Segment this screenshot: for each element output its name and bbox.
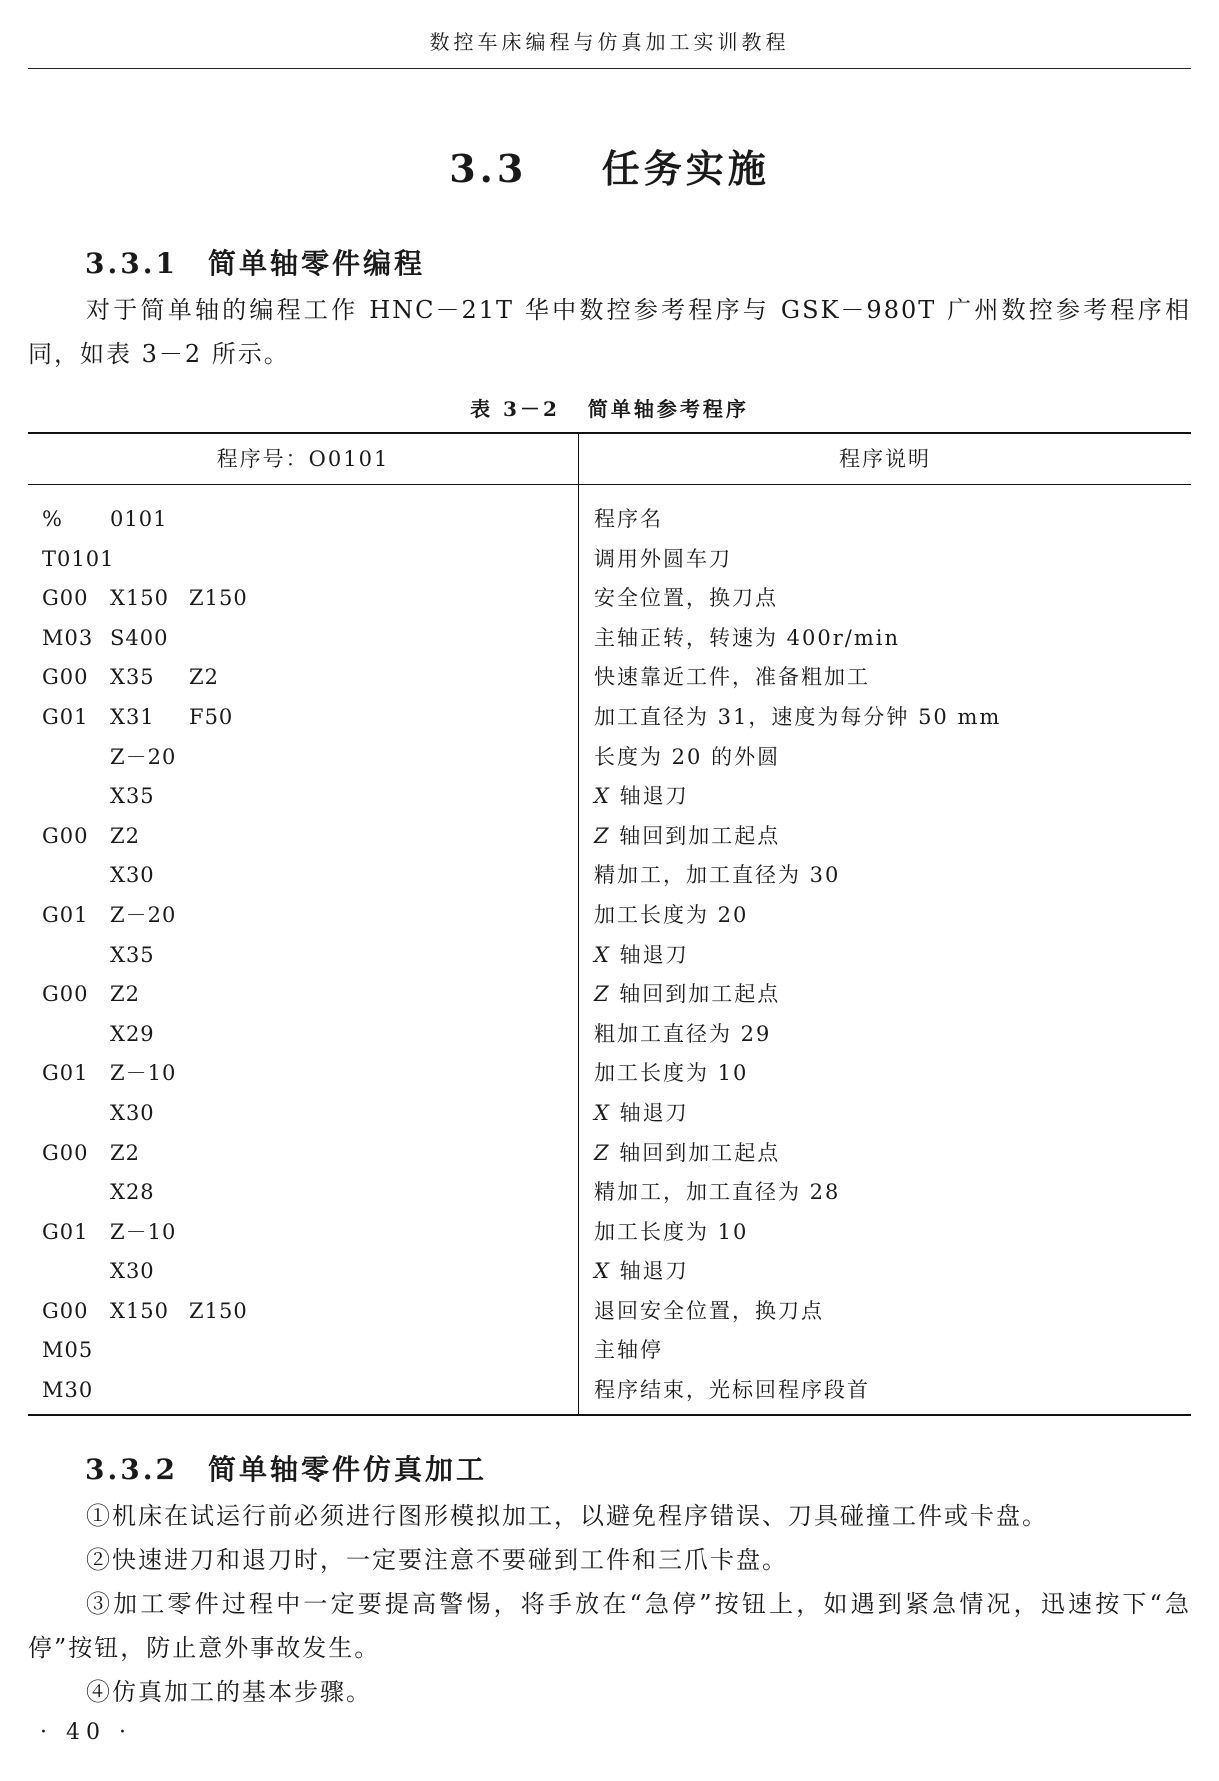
description-text: 轴退刀 [610, 942, 689, 967]
code-col-1: G00 [42, 665, 89, 690]
row-description [594, 1134, 780, 1174]
description-text: 轴退刀 [610, 1259, 689, 1284]
description-text: 加工直径为 31，速度为每分钟 50 mm [594, 704, 1002, 729]
code-col-1: G01 [42, 1061, 89, 1086]
row-description [594, 1094, 689, 1134]
table-row [28, 975, 1191, 1015]
row-description [594, 1292, 824, 1332]
code-col-1: G01 [42, 902, 89, 927]
code-col-1: G00 [42, 823, 89, 848]
code-col-2: Z－10 [110, 1061, 177, 1086]
row-description [594, 936, 689, 976]
description-text: 加工长度为 10 [594, 1061, 749, 1086]
subsection-heading-2 [85, 1448, 487, 1488]
description-text: 加工长度为 10 [594, 1219, 749, 1244]
code-col-2: Z2 [110, 982, 140, 1007]
row-description [594, 1252, 689, 1292]
description-text: 轴退刀 [610, 784, 689, 809]
code-col-2: X35 [110, 942, 155, 967]
page-number: · 40 · [40, 1720, 132, 1745]
row-description [594, 1213, 748, 1253]
description-text: 程序名 [594, 507, 663, 531]
code-col-1: G00 [42, 1140, 89, 1165]
step-2: ②快速进刀和退刀时，一定要注意不要碰到工件和三爪卡盘。 [86, 1546, 788, 1574]
description-text: 精加工，加工直径为 28 [594, 1180, 841, 1205]
row-description [594, 1331, 663, 1371]
description-text: 安全位置，换刀点 [594, 586, 778, 611]
table-row [28, 1094, 1191, 1134]
subsection-title: 简单轴零件编程 [207, 247, 425, 280]
axis-letter: Z [594, 1140, 611, 1165]
code-col-3: F50 [189, 704, 234, 729]
subsection-number: 3.3.2 [85, 1453, 178, 1486]
table-row [28, 896, 1191, 936]
description-text: 主轴停 [594, 1338, 663, 1363]
row-description [594, 777, 689, 817]
table-caption-number: 表 3－2 [470, 397, 560, 421]
subsection-heading-1 [85, 242, 425, 282]
axis-letter: X [594, 1259, 611, 1284]
table-row [28, 619, 1191, 659]
description-text: 粗加工直径为 29 [594, 1021, 772, 1046]
description-text: 程序结束，光标回程序段首 [594, 1378, 870, 1403]
axis-letter: Z [594, 982, 611, 1007]
code-col-1: % [42, 507, 63, 531]
row-description [594, 738, 780, 778]
row-description [594, 619, 900, 659]
code-col-2: Z－20 [110, 902, 177, 927]
description-text: 精加工，加工直径为 30 [594, 863, 841, 888]
axis-letter: Z [594, 823, 611, 848]
running-header: 数控车床编程与仿真加工实训教程 [429, 30, 790, 54]
row-description [594, 1054, 748, 1094]
code-col-1: G00 [42, 982, 89, 1007]
table-row [28, 1252, 1191, 1292]
code-col-2: Z－10 [110, 1219, 177, 1244]
table-row [28, 1173, 1191, 1213]
row-description [594, 1173, 840, 1213]
row-description [594, 896, 748, 936]
code-col-1: M30 [42, 1378, 94, 1403]
code-col-2: 0101 [110, 507, 168, 531]
row-description [594, 698, 1001, 738]
description-text: 轴回到加工起点 [610, 823, 781, 848]
table-caption-title: 简单轴参考程序 [587, 397, 749, 421]
description-text: 主轴正转，转速为 400r/min [594, 625, 901, 650]
description-text: 轴回到加工起点 [610, 982, 781, 1007]
row-description [594, 658, 870, 698]
table-row [28, 540, 1191, 580]
row-description [594, 500, 663, 540]
axis-letter: X [594, 1100, 611, 1125]
table-row [28, 1292, 1191, 1332]
code-col-3: Z150 [189, 586, 248, 611]
code-col-2: X30 [110, 1100, 155, 1125]
row-description [594, 540, 732, 580]
step-1: ①机床在试运行前必须进行图形模拟加工，以避免程序错误、刀具碰撞工件或卡盘。 [86, 1502, 1048, 1530]
code-col-1: M03 [42, 625, 94, 650]
header-program-number: 程序号：O0101 [216, 447, 390, 471]
description-text: 快速靠近工件，准备粗加工 [594, 665, 870, 690]
table-rows [28, 500, 1191, 1411]
intro-paragraph: 对于简单轴的编程工作 HNC－21T 华中数控参考程序与 GSK－980T 广州数控参考程序相同，如表 3－2 所示。 [28, 296, 1191, 368]
code-col-1: T0101 [42, 546, 115, 571]
code-col-2: X28 [110, 1180, 155, 1205]
description-text: 长度为 20 的外圆 [594, 744, 781, 769]
code-col-2: Z－20 [110, 744, 177, 769]
row-description [594, 817, 780, 857]
code-col-1: G01 [42, 704, 89, 729]
header-divider [28, 484, 1191, 485]
table-row [28, 817, 1191, 857]
table-row [28, 1054, 1191, 1094]
table-row [28, 1331, 1191, 1371]
description-text: 退回安全位置，换刀点 [594, 1298, 824, 1323]
code-col-1: M05 [42, 1338, 94, 1363]
code-col-2: X29 [110, 1021, 155, 1046]
code-col-2: X150 [110, 1298, 170, 1323]
table-row [28, 856, 1191, 896]
row-description [594, 856, 840, 896]
table-row [28, 936, 1191, 976]
description-text: 加工长度为 20 [594, 902, 749, 927]
row-description [594, 975, 780, 1015]
code-col-2: Z2 [110, 1140, 140, 1165]
table-row [28, 738, 1191, 778]
code-col-2: X30 [110, 863, 155, 888]
table-row [28, 579, 1191, 619]
row-description [594, 1371, 870, 1411]
row-description [594, 1015, 771, 1055]
description-text: 轴回到加工起点 [610, 1140, 781, 1165]
code-col-2: Z2 [110, 823, 140, 848]
row-description [594, 579, 778, 619]
section-title-text: 任务实施 [601, 146, 770, 191]
table-row [28, 698, 1191, 738]
section-title [0, 138, 1219, 193]
code-col-2: X35 [110, 665, 155, 690]
code-col-1: G00 [42, 586, 89, 611]
code-col-2: S400 [110, 625, 169, 650]
table-row [28, 1134, 1191, 1174]
description-text: 轴退刀 [610, 1100, 689, 1125]
step-4: ④仿真加工的基本步骤。 [86, 1678, 372, 1706]
code-col-1: G00 [42, 1298, 89, 1323]
code-col-2: X30 [110, 1259, 155, 1284]
program-table [28, 432, 1191, 1416]
header-rule [28, 68, 1191, 69]
code-col-3: Z2 [189, 665, 219, 690]
code-col-2: X35 [110, 784, 155, 809]
table-row [28, 1015, 1191, 1055]
table-row [28, 658, 1191, 698]
header-program-description: 程序说明 [839, 447, 931, 471]
section-number: 3.3 [449, 146, 528, 191]
table-row [28, 500, 1191, 540]
step-3: ③加工零件过程中一定要提高警惕，将手放在“急停”按钮上，如遇到紧急情况，迅速按下“急停”按钮，防止意外事故发生。 [28, 1590, 1191, 1662]
axis-letter: X [594, 942, 611, 967]
table-caption [0, 393, 1219, 422]
code-col-1: G01 [42, 1219, 89, 1244]
subsection-title: 简单轴零件仿真加工 [207, 1453, 487, 1486]
subsection-number: 3.3.1 [85, 247, 178, 280]
code-col-2: X31 [110, 704, 155, 729]
axis-letter: X [594, 784, 611, 809]
table-row [28, 777, 1191, 817]
description-text: 调用外圆车刀 [594, 546, 732, 571]
table-row [28, 1213, 1191, 1253]
code-col-2: X150 [110, 586, 170, 611]
table-row [28, 1371, 1191, 1411]
code-col-3: Z150 [189, 1298, 248, 1323]
